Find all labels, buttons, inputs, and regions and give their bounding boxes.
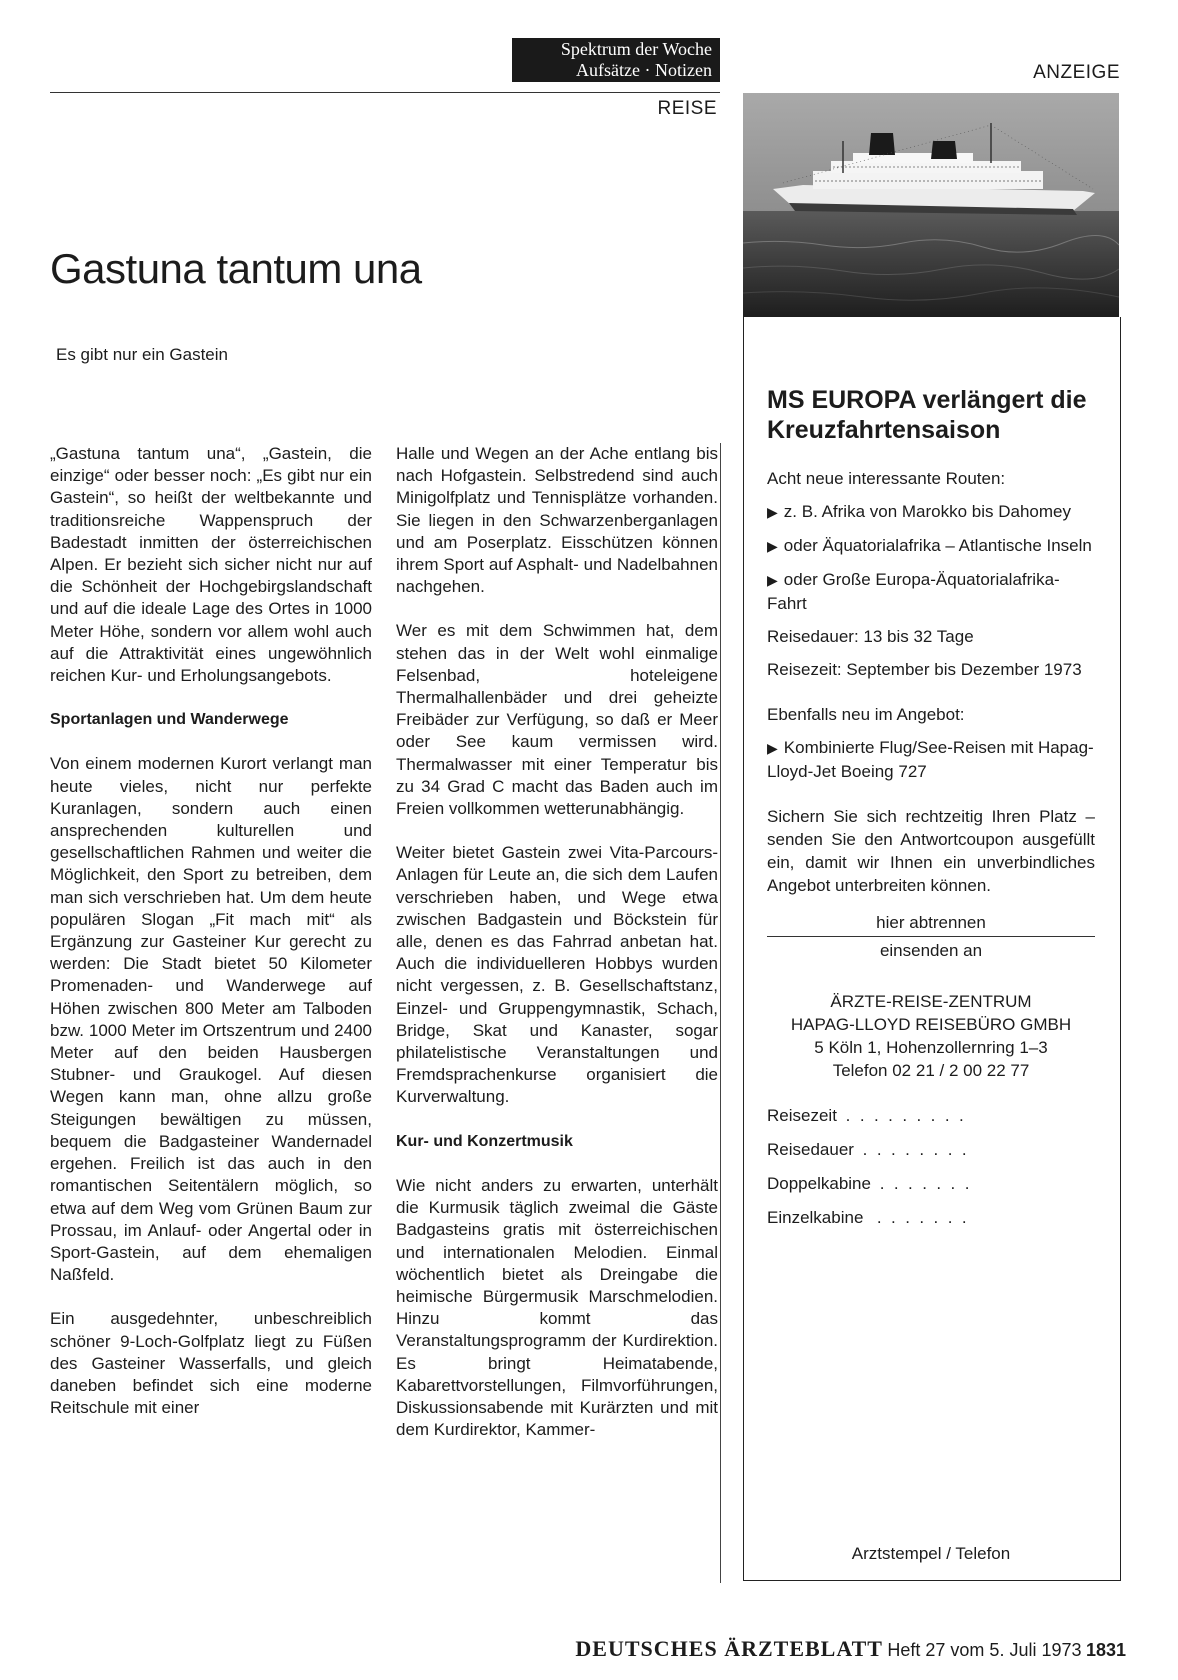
publication-name: DEUTSCHES ÄRZTEBLATT <box>575 1636 883 1661</box>
page-footer <box>526 1636 1126 1662</box>
ad-cta: Sichern Sie sich rechtzeitig Ihren Platz – senden Sie den Antwortcoupon ausgefüllt ein, damit wir Ihnen ein unverbindliches Angebot unterbreiten können. <box>767 807 1095 895</box>
issue-info: Heft 27 vom 5. Juli 1973 <box>887 1640 1082 1660</box>
ad-headline: MS EUROPA verlängert die Kreuzfahrtensaison <box>767 386 1087 444</box>
stamp-label: Arztstempel / Telefon <box>851 1544 1011 1563</box>
ad-also-item <box>767 736 1095 783</box>
coupon-field-reisedauer[interactable] <box>767 1138 1095 1161</box>
section-heading: Kur- und Konzertmusik <box>396 1132 573 1150</box>
coupon-field-dots: . . . . . . . <box>874 1174 970 1193</box>
arrow-right-icon: ▶ <box>767 538 778 554</box>
paragraph: Ein ausgedehnter, unbeschreiblich schöner 9-Loch-Golfplatz liegt zu Füßen des Gasteiner Wasserfalls, und gleich daneben befindet sich eine moderne Reitschule mit einer <box>50 1309 372 1418</box>
column-divider <box>720 443 721 1583</box>
article-column-1 <box>50 443 372 1441</box>
coupon-field-einzelkabine[interactable] <box>767 1206 1095 1229</box>
coupon-field-reisezeit[interactable] <box>767 1104 1095 1127</box>
ad-also-item-text: Kombinierte Flug/See-Reisen mit Hapag-Lloyd-Jet Boeing 727 <box>767 738 1094 781</box>
cut-here-label: hier abtrennen <box>876 913 986 932</box>
ad-period: Reisezeit: September bis Dezember 1973 <box>767 660 1082 679</box>
ad-route <box>767 534 1095 558</box>
coupon-field-dots: . . . . . . . . <box>857 1140 967 1159</box>
ship-photo <box>743 93 1119 317</box>
arrow-right-icon: ▶ <box>767 572 778 588</box>
send-to-label: einsenden an <box>879 941 983 960</box>
section-badge <box>512 38 720 82</box>
page-number: 1831 <box>1085 1640 1126 1660</box>
coupon-field-dots: . . . . . . . . . <box>840 1106 964 1125</box>
coupon-field-dots: . . . . . . . <box>867 1208 967 1227</box>
ad-route-text: oder Äquatorialafrika – Atlantische Inseln <box>783 536 1092 555</box>
ad-also-new: Ebenfalls neu im Angebot: <box>767 705 965 724</box>
section-badge-line2: Aufsätze · Notizen <box>576 60 712 80</box>
ad-panel <box>767 385 1095 1240</box>
section-badge-line1: Spektrum der Woche <box>560 39 712 59</box>
paragraph: „Gastuna tantum una“, „Gastein, die einzige“ oder besser noch: „Es gibt nur ein Gastein“, so heißt der weltbekannte und traditionsreiche Wappenspruch der Badestadt inmitten der österreichischen Alpen. Er bezieht sich sicher nicht nur auf die Schönheit der Hochgebirgslandschaft und auf die ideale Lage des Ortes in 1000 Meter Höhe, sondern vor allem wohl auch auf die Attraktivität eines ungewöhnlich reichen Kur- und Erholungsangebots. <box>50 444 372 686</box>
article-title: Gastuna tantum una <box>50 245 422 292</box>
cut-line <box>767 936 1095 937</box>
ad-route <box>767 500 1095 524</box>
arrow-right-icon: ▶ <box>767 740 778 756</box>
rubric-label: REISE <box>657 98 717 119</box>
paragraph: Halle und Wegen an der Ache entlang bis nach Hofgastein. Selbstredend sind auch Minigolfplatz und Tennisplätze vorhanden. Sie liegen in den Schwarzenberganlagen und am Poserplatz. Eisschützen können ihrem Sport auf Asphalt- und Nadelbahnen nachgehen. <box>396 444 718 597</box>
coupon-field-label: Einzelkabine <box>767 1208 864 1227</box>
ad-label: ANZEIGE <box>1033 62 1120 83</box>
coupon-field-doppelkabine[interactable] <box>767 1172 1095 1195</box>
paragraph: Wer es mit dem Schwimmen hat, dem stehen das in der Welt wohl einmalige Felsenbad, hoteleigene Thermalhallenbäder und drei geheizte Freibäder zur Verfügung, so daß er Meer oder See kaum vermissen wird. Thermalwasser mit einer Temperatur bis zu 34 Grad C macht das Baden auch im Freien vollkommen wetterunabhängig. <box>396 621 718 819</box>
paragraph: Von einem modernen Kurort verlangt man heute vieles, nicht nur perfekte Kuranlagen, sondern auch einen ansprechenden kulturellen und gesellschaftlichen Rahmen und weiter die Möglichkeit, den Sport zu betreiben, dem man sich verschrieben hat. Um dem heute populären Slogan „Fit mach mit“ als Ergänzung zur Gasteiner Kur gerecht zu werden: Die Stadt bietet 50 Kilometer Promenaden- und Wanderwege auf Höhen zwischen 800 Meter am Talboden bzw. 1000 Meter im Ortszentrum und 2400 Meter auf den beiden Hausbergen Stubner- und Graukogel. Auf diesen Wegen kann man, ohne allzu große Steigungen bewältigen zu müssen, bequem die Badgasteiner Wandernadel ergehen. Freilich ist das auch in den romantischen Seitentälern möglich, so etwa auf dem Weg vom Grünen Baum zur Prossau, im Anlauf- oder Angertal oder in Sport-Gastein, auf dem ehemaligen Naßfeld. <box>50 754 372 1285</box>
ad-route-text: oder Große Europa-Äquatorialafrika-Fahrt <box>767 570 1060 613</box>
article-subtitle: Es gibt nur ein Gastein <box>56 345 228 364</box>
address-line: 5 Köln 1, Hohenzollernring 1–3 <box>814 1038 1048 1057</box>
section-heading: Sportanlagen und Wanderwege <box>50 711 289 729</box>
article-column-2 <box>396 443 718 1463</box>
address-line: Telefon 02 21 / 2 00 22 77 <box>832 1061 1030 1080</box>
header-rule <box>50 92 720 93</box>
ad-route-text: z. B. Afrika von Marokko bis Dahomey <box>783 502 1072 521</box>
ad-duration: Reisedauer: 13 bis 32 Tage <box>767 627 974 646</box>
coupon-field-label: Doppelkabine <box>767 1174 871 1193</box>
address-block <box>767 990 1095 1082</box>
address-line: HAPAG-LLOYD REISEBÜRO GMBH <box>790 1015 1072 1034</box>
arrow-right-icon: ▶ <box>767 504 778 520</box>
paragraph: Wie nicht anders zu erwarten, unterhält die Kurmusik täglich zweimal die Gäste Badgasteins gratis mit österreichischen und internationalen Melodien. Einmal wöchentlich bietet als Dreingabe die heimische Bürgermusik Marschmelodien. Hinzu kommt das Veranstaltungsprogramm der Kurdirektion. Es bringt Heimatabende, Kabarettvorstellungen, Filmvorführungen, Diskussionsabende mit Kurärzten und mit dem Kurdirektor, Kammer- <box>396 1175 718 1440</box>
coupon-field-label: Reisezeit <box>767 1106 837 1125</box>
paragraph: Weiter bietet Gastein zwei Vita-Parcours-Anlagen für Leute an, die sich dem Laufen verschrieben haben, und Wege etwa zwischen Badgastein und Böckstein für alle, denen es das Fahrrad anbetan hat. Auch die individuelleren Hobbys wurden nicht vergessen, z. B. Gesellschaftstanz, Einzel- und Gruppengymnastik, Schach, Bridge, Skat und Kanaster, sogar philatelistische Veranstaltungen und Fremdsprachenkurse organisiert die Kurverwaltung. <box>396 843 718 1107</box>
coupon-field-label: Reisedauer <box>767 1140 854 1159</box>
address-line: ÄRZTE-REISE-ZENTRUM <box>830 992 1032 1011</box>
ad-intro: Acht neue interessante Routen: <box>767 469 1006 488</box>
coupon-fields <box>767 1104 1095 1229</box>
ad-route <box>767 568 1095 615</box>
